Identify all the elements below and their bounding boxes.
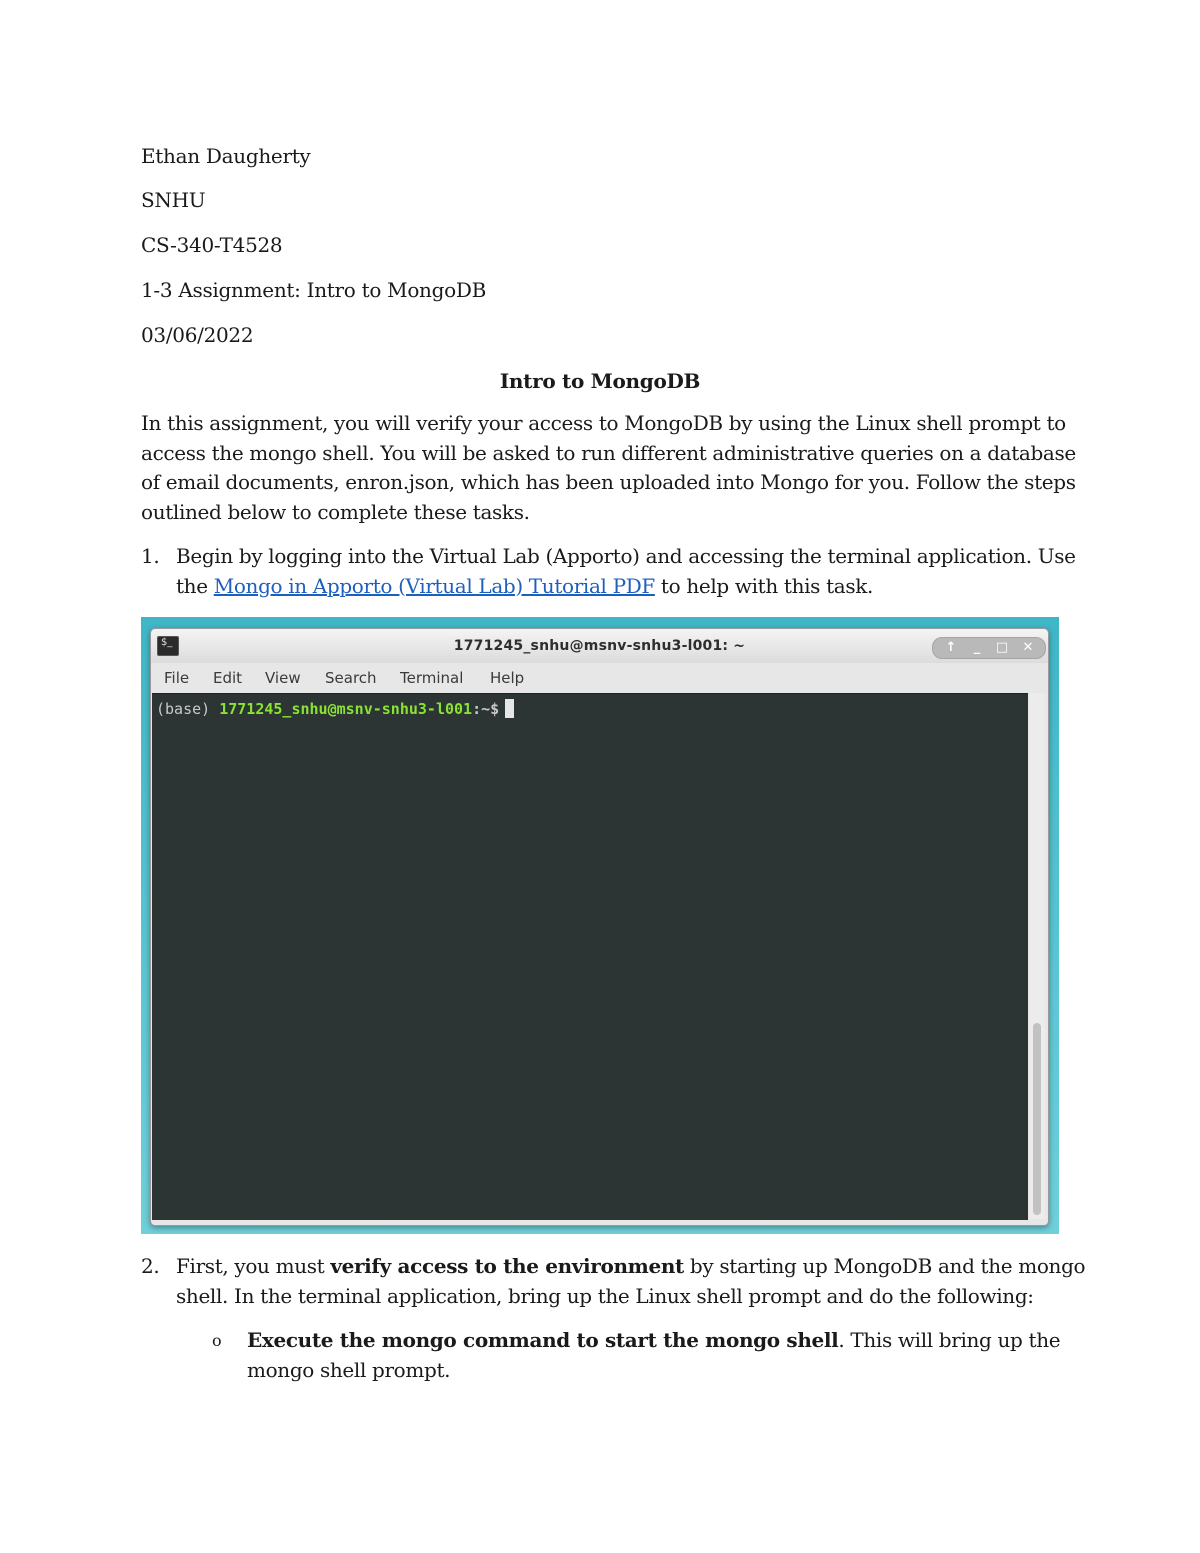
author-name: Ethan Daugherty (141, 144, 311, 168)
terminal-app-icon[interactable]: $_ (157, 636, 179, 656)
scrollbar-thumb[interactable] (1033, 1023, 1041, 1215)
bullet-mark: o (212, 1331, 222, 1350)
menu-bar (151, 665, 1048, 691)
window-controls (932, 637, 1046, 659)
bullet-line: mongo shell prompt. (247, 1357, 451, 1382)
close-icon[interactable]: ✕ (1022, 640, 1034, 655)
sub-bullet-1 (212, 1326, 1062, 1386)
terminal-window (150, 628, 1049, 1226)
step-text-after: by starting up MongoDB and the mongo (683, 1254, 1086, 1278)
intro-paragraph (141, 409, 1076, 527)
step-number: 2. (141, 1254, 160, 1278)
step-line (176, 1252, 1085, 1282)
step-text (176, 1252, 1085, 1311)
step-1 (141, 542, 1076, 602)
step-text-after-link: to help with this task. (654, 573, 874, 598)
date: 03/06/2022 (141, 323, 254, 347)
intro-line: of email documents, enron.json, which has been uploaded into Mongo for you. Follow the steps (141, 470, 1076, 494)
menu-terminal[interactable]: Terminal (400, 669, 464, 687)
terminal-scrollbar[interactable] (1029, 693, 1045, 1219)
always-on-top-icon[interactable]: ↑ (945, 640, 957, 655)
step-2 (141, 1252, 1086, 1312)
step-number: 1. (141, 544, 160, 568)
menu-edit[interactable]: Edit (213, 669, 243, 687)
step-text (176, 542, 1076, 601)
minimize-icon[interactable]: _ (973, 640, 981, 655)
maximize-icon[interactable]: □ (995, 640, 1009, 655)
menu-search[interactable]: Search (325, 669, 377, 687)
step-text-before: First, you must (176, 1254, 331, 1278)
terminal-screenshot (141, 617, 1059, 1234)
prompt-path: :~$ (472, 700, 500, 718)
school-name: SNHU (141, 188, 206, 212)
step-emphasis: verify access to the environment (330, 1254, 684, 1278)
step-line: shell. In the terminal application, bring up the Linux shell prompt and do the following: (176, 1283, 1034, 1308)
intro-line: access the mongo shell. You will be asked to run different administrative queries on a database (141, 440, 1076, 465)
terminal-output[interactable] (152, 693, 1028, 1220)
conda-env: (base) (156, 700, 220, 718)
shell-prompt (156, 696, 514, 722)
menu-file[interactable]: File (164, 669, 190, 687)
step-line (176, 572, 1076, 602)
course-code: CS-340-T4528 (141, 233, 283, 257)
menu-help[interactable]: Help (490, 669, 525, 687)
assignment-title: 1-3 Assignment: Intro to MongoDB (141, 278, 487, 302)
prompt-user-host: 1771245_snhu@msnv-snhu3-l001 (219, 700, 473, 718)
window-titlebar[interactable] (151, 629, 1048, 663)
window-title: 1771245_snhu@msnv-snhu3-l001: ~ (453, 638, 746, 654)
tutorial-pdf-link[interactable]: Mongo in Apporto (Virtual Lab) Tutorial PDF (213, 573, 655, 598)
bullet-line (247, 1326, 1060, 1356)
bullet-text (247, 1326, 1060, 1385)
text-cursor (505, 699, 514, 718)
intro-line: In this assignment, you will verify your access to MongoDB by using the Linux shell prompt to (141, 411, 1066, 435)
page-title: Intro to MongoDB (499, 369, 701, 393)
bullet-emphasis: Execute the mongo command to start the mongo shell (247, 1328, 839, 1352)
intro-line: outlined below to complete these tasks. (141, 499, 530, 524)
step-line: Begin by logging into the Virtual Lab (Apporto) and accessing the terminal application. Use (176, 544, 1076, 568)
step-text-before-link: the (176, 573, 214, 598)
menu-view[interactable]: View (265, 669, 301, 687)
bullet-text-after: . This will bring up the (838, 1328, 1061, 1352)
